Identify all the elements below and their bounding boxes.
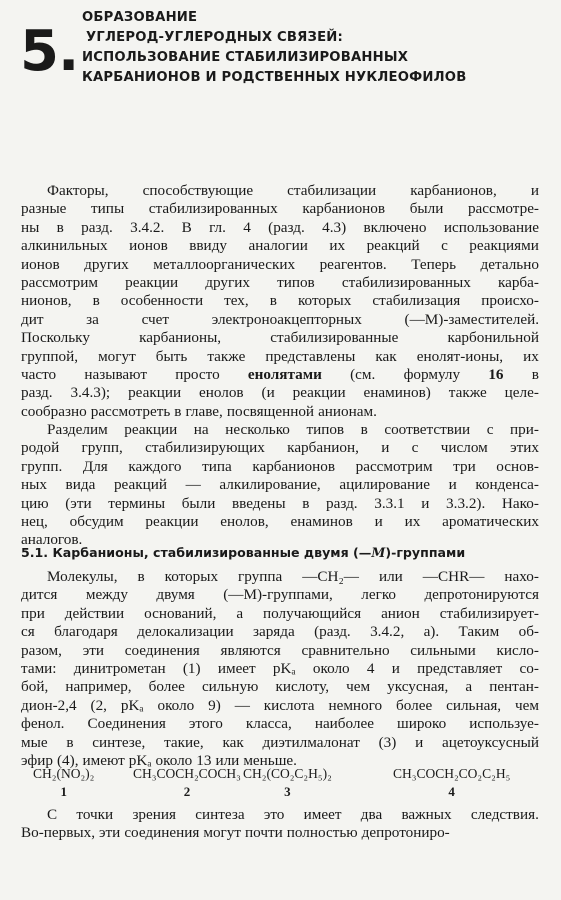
text-line: фенол. Соединения этого класса, наиболее широко используе- (21, 715, 539, 733)
intro-paragraph-2 (21, 421, 539, 550)
text-line: разом, эти соединения являются сравнительно сильными кисло- (21, 641, 539, 659)
chapter-header (20, 8, 550, 98)
text-line: группой, могут быть также представлены как енолят-ионы, их (21, 347, 539, 365)
formula-number: 3 (284, 784, 291, 799)
text-line: сообразно рассмотреть в главе, посвященной анионам. (21, 402, 377, 420)
text-line: ны в разд. 3.4.2. В гл. 4 (разд. 4.3) включено использование (21, 218, 539, 236)
chapter-number: 5. (20, 19, 79, 84)
section-paragraph-2 (21, 806, 539, 843)
section-heading-suffix: )-группами (385, 545, 466, 560)
text-line: часто называют просто енолятами (см. формулу 16 в (21, 365, 539, 383)
section-paragraph-1 (21, 568, 539, 770)
text-line: нионов, в особенности тех, в которых стабилизация происхо- (21, 292, 539, 310)
text-line: Разделим реакции на несколько типов в соответствии с при- (47, 421, 539, 439)
text-line: ся благодаря делокализации заряда (разд. 3.4.2, а). Таким об- (21, 623, 539, 641)
text-line: рассмотрим реакции других типов стабилизированных карба- (21, 273, 539, 291)
text-line: групп. Для каждого типа карбанионов рассмотрим три основ- (21, 457, 539, 475)
formula-number: 2 (183, 784, 191, 799)
text-line: мые в синтезе, такие, как диэтилмалонат (3) и ацетоуксусный (21, 733, 539, 751)
text-line: Факторы, способствующие стабилизации карбанионов, и (47, 182, 539, 199)
text-line: дион-2,4 (2, pKₐ около 9) — кислота немного более сильная, чем (21, 696, 539, 714)
text-line: бой, например, более сильную кислоту, чем уксусная, а пентан- (21, 678, 539, 696)
intro-text (21, 182, 539, 550)
formula-number: 4 (448, 784, 455, 799)
formula-4 (393, 766, 510, 800)
text-line: нец, обсудим реакции енолов, енаминов и их ароматических (21, 513, 539, 531)
intro-paragraph-1 (21, 182, 539, 421)
chapter-title-line: КАРБАНИОНОВ И РОДСТВЕННЫХ НУКЛЕОФИЛОВ (82, 70, 467, 85)
formula-text: CH₂(CO₂C₂H₅)₂ (243, 766, 332, 781)
text-line: разд. 3.4.3); реакции енолов (и реакции енаминов) также целе- (21, 384, 539, 402)
text-line: цию (эти термины были введены в разд. 3.3.1 и 3.3.2). Нако- (21, 494, 539, 512)
section-heading-prefix: 5.1. Карбанионы, стабилизированные двумя (— (21, 545, 372, 560)
text-line: родой групп, стабилизирующих карбанион, и с числом этих (21, 439, 539, 457)
section-text (21, 568, 539, 770)
chapter-title-line: ОБРАЗОВАНИЕ (82, 10, 198, 25)
text-line: ионов других металлоорганических реагентов. Теперь детально (21, 255, 539, 273)
formula-text: CH₃COCH₂COCH₃ (133, 766, 241, 781)
formula-2 (133, 766, 241, 800)
section-heading (21, 544, 465, 562)
text-line: эфир (4), имеют pKₐ около 13 или меньше. (21, 751, 297, 769)
text-line: дит за счет электроноакцепторных (—M)-заместителей. (21, 310, 539, 328)
formula-text: CH₂(NO₂)₂ (33, 766, 95, 781)
text-line: дится между двумя (—M)-группами, легко депротонируются (21, 586, 539, 604)
text-line: разные типы стабилизированных карбанионов были рассмотре- (21, 200, 539, 218)
text-line: тами: динитрометан (1) имеет pKₐ около 4 и представляет со- (21, 659, 539, 677)
text-line: Молекулы, в которых группа —CH₂— или —CHR— нахо- (47, 568, 539, 585)
formula-1 (33, 766, 94, 800)
formula-3 (243, 766, 332, 800)
text-line: при действии оснований, а получающийся анион стабилизирует- (21, 604, 539, 622)
text-line: Во-первых, эти соединения могут почти полностью депротониро- (21, 824, 450, 842)
formula-text: CH₃COCH₂CO₂C₂H₅ (393, 766, 511, 781)
text-line: ных вида реакций — алкилирование, ацилирование и конденса- (21, 476, 539, 494)
text-line: аналогов. (21, 531, 83, 549)
chapter-title (82, 8, 466, 88)
section-heading-m: M (371, 545, 386, 560)
text-line: С точки зрения синтеза это имеет два важных следствия. (47, 806, 539, 823)
chapter-title-line: УГЛЕРОД-УГЛЕРОДНЫХ СВЯЗЕЙ: (86, 30, 344, 45)
text-line: Поскольку карбанионы, стабилизированные карбонильной (21, 329, 539, 347)
formula-number: 1 (60, 784, 67, 799)
section-text-continued (21, 806, 539, 843)
chapter-title-line: ИСПОЛЬЗОВАНИЕ СТАБИЛИЗИРОВАННЫХ (82, 50, 409, 65)
text-line: алкинильных ионов ввиду аналогии их реакций с реакциями (21, 237, 539, 255)
